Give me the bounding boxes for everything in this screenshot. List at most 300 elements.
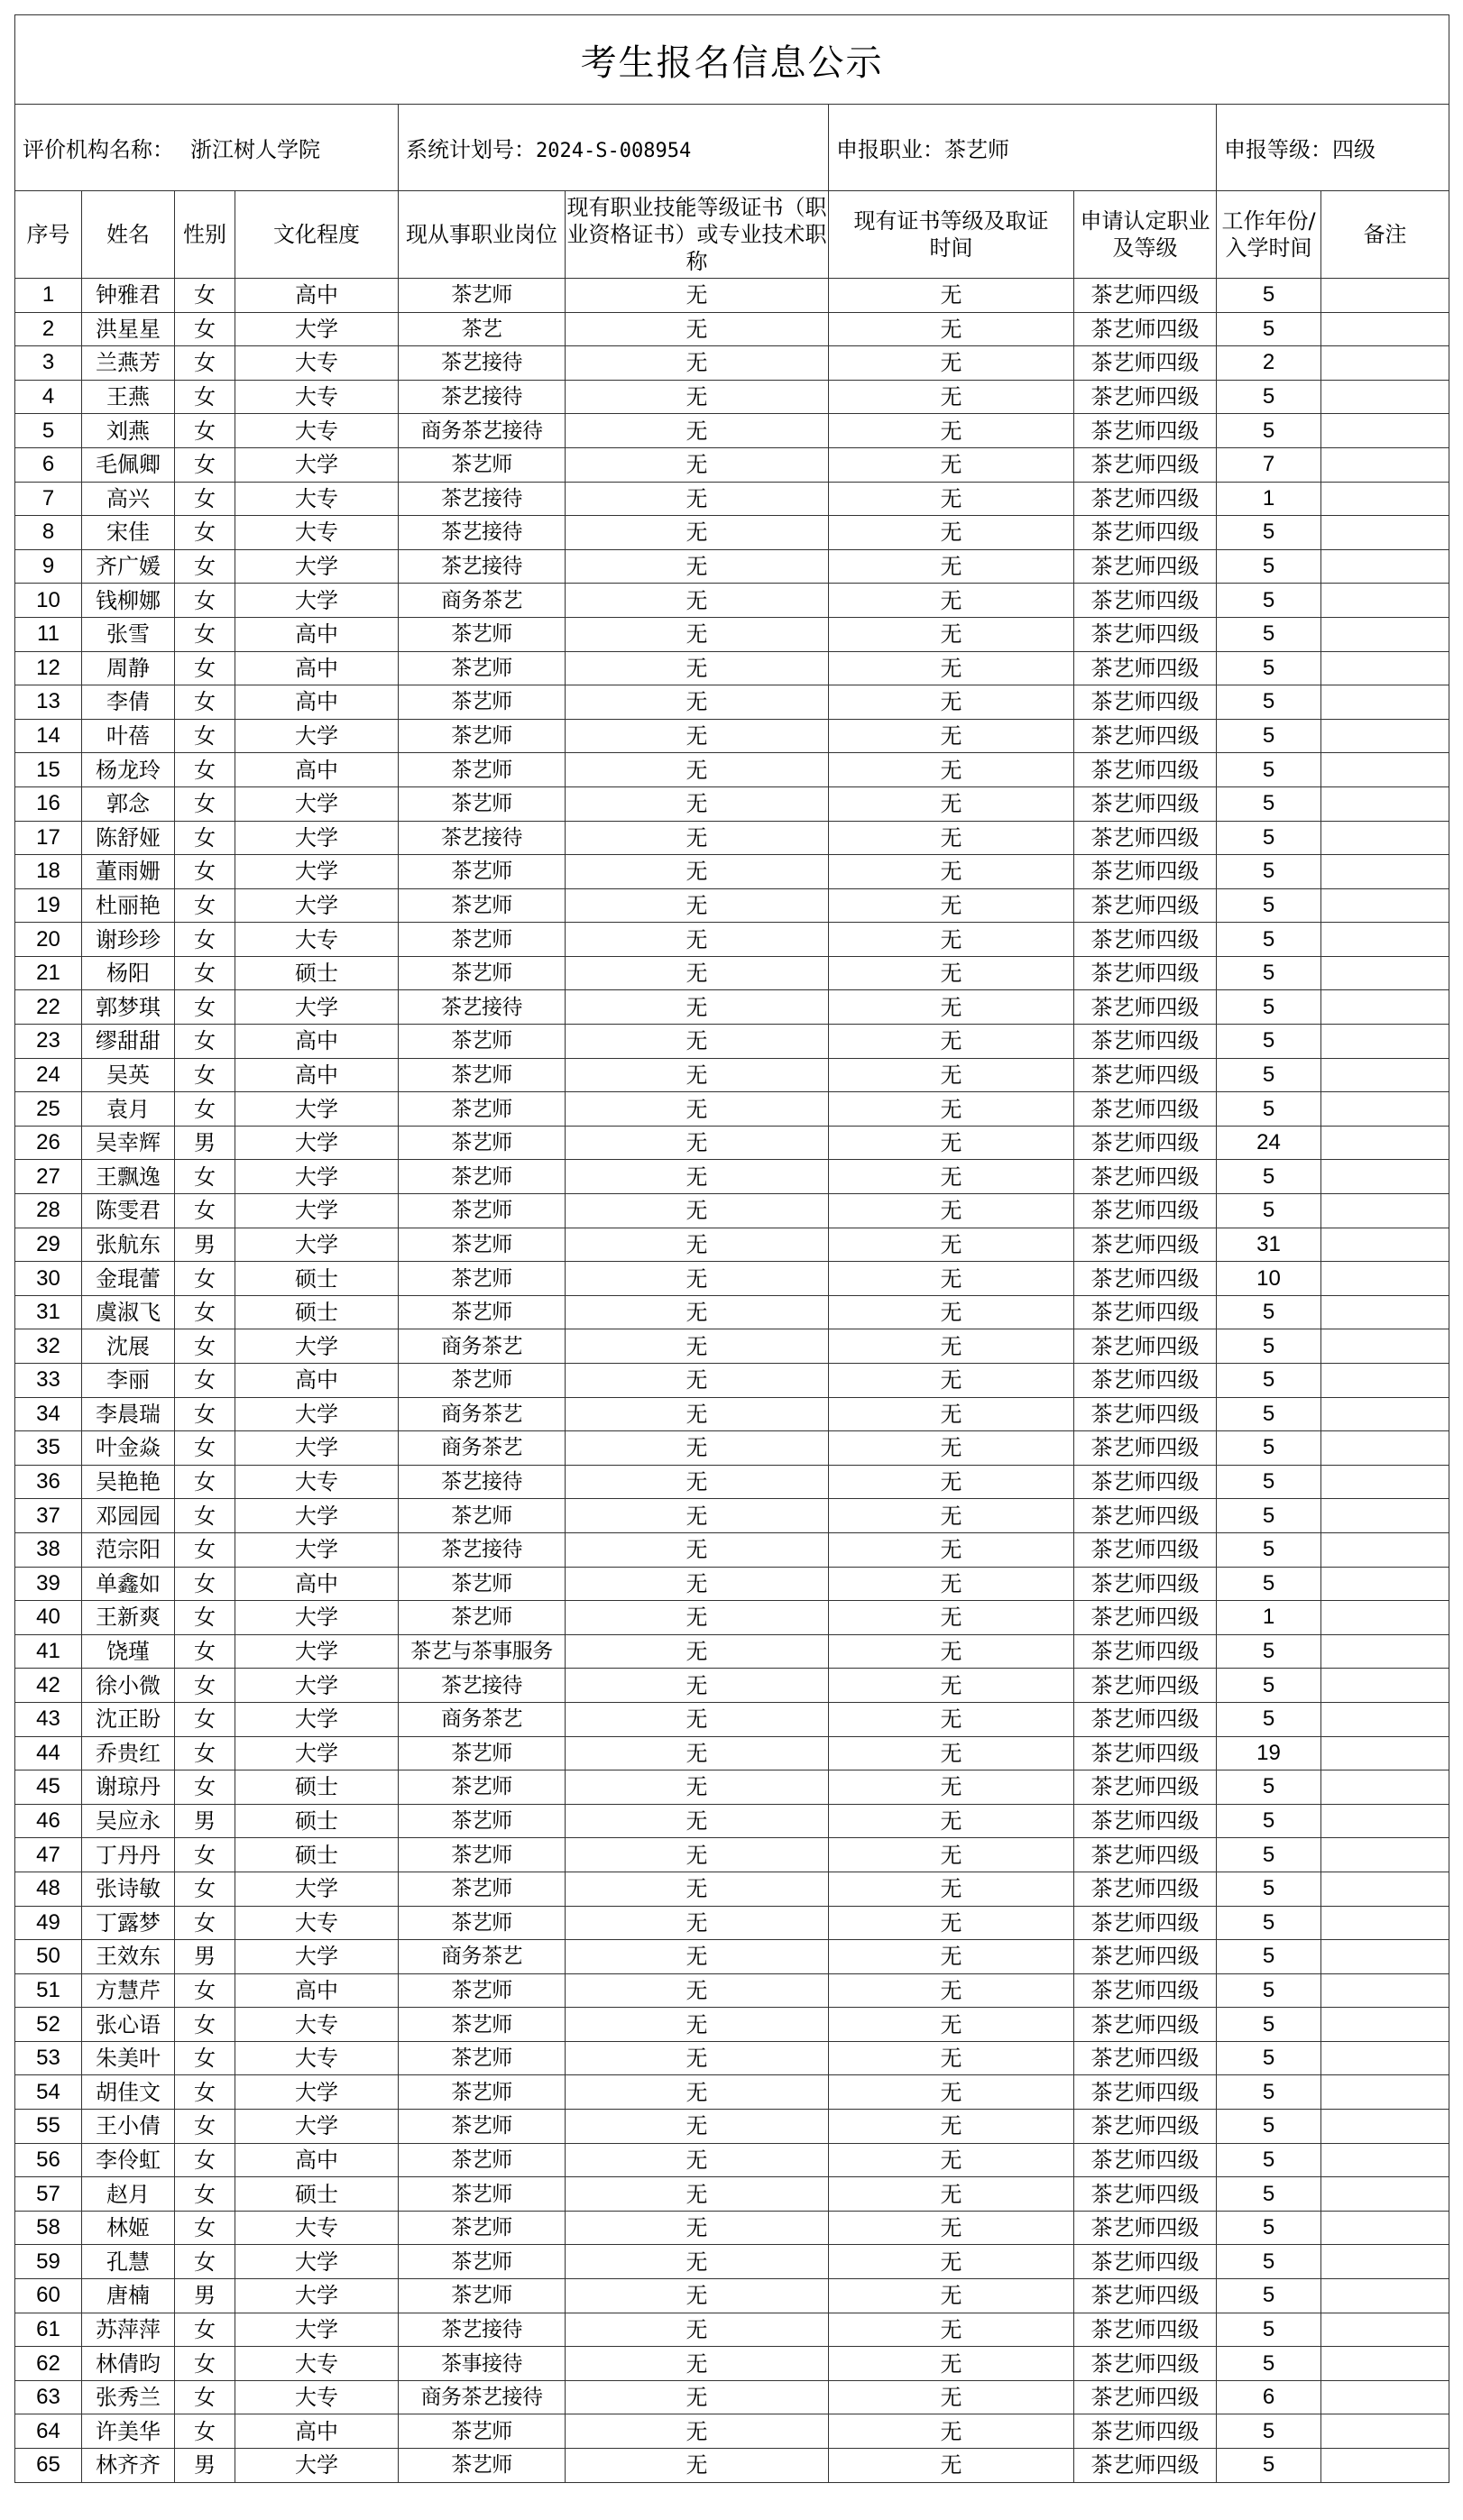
cell-cert-time: 无 (829, 1397, 1074, 1431)
cell-post: 茶艺师 (399, 1973, 566, 2008)
cell-cert-time: 无 (829, 2211, 1074, 2245)
cell-name: 唐楠 (82, 2279, 175, 2313)
cell-cert: 无 (566, 1295, 829, 1329)
cell-name: 钟雅君 (82, 279, 175, 313)
cell-cert: 无 (566, 2449, 829, 2483)
cell-remark (1321, 2075, 1449, 2110)
cell-name: 郭梦琪 (82, 990, 175, 1025)
table-row (15, 1973, 1449, 2008)
cell-cert: 无 (566, 753, 829, 787)
header-apply-level: 申请认定职业及等级 (1074, 191, 1217, 279)
cell-apply: 茶艺师四级 (1074, 1736, 1217, 1770)
cell-years: 1 (1217, 482, 1321, 516)
cell-gender: 女 (175, 855, 235, 889)
cell-apply: 茶艺师四级 (1074, 1295, 1217, 1329)
cell-remark (1321, 2380, 1449, 2414)
cell-cert: 无 (566, 855, 829, 889)
cell-cert: 无 (566, 1634, 829, 1669)
cell-gender: 女 (175, 1906, 235, 1940)
cell-years: 5 (1217, 651, 1321, 685)
cell-name: 吴幸辉 (82, 1126, 175, 1160)
cell-cert-time: 无 (829, 2041, 1074, 2075)
cell-education: 大学 (235, 1601, 399, 1635)
table-row (15, 821, 1449, 855)
cell-gender: 女 (175, 549, 235, 584)
cell-seq: 48 (15, 1872, 82, 1906)
table-row (15, 1058, 1449, 1092)
cell-remark (1321, 821, 1449, 855)
cell-apply: 茶艺师四级 (1074, 2449, 1217, 2483)
cell-education: 大学 (235, 1329, 399, 1364)
cell-apply: 茶艺师四级 (1074, 312, 1217, 346)
cell-cert: 无 (566, 1906, 829, 1940)
cell-apply: 茶艺师四级 (1074, 380, 1217, 414)
cell-apply: 茶艺师四级 (1074, 1532, 1217, 1567)
cell-post: 商务茶艺 (399, 584, 566, 618)
cell-name: 方慧芹 (82, 1973, 175, 2008)
cell-seq: 64 (15, 2414, 82, 2449)
cell-years: 10 (1217, 1262, 1321, 1296)
cell-seq: 33 (15, 1364, 82, 1398)
cell-post: 茶艺师 (399, 1194, 566, 1228)
cell-years: 5 (1217, 1634, 1321, 1669)
table-row (15, 617, 1449, 651)
cell-remark (1321, 753, 1449, 787)
cell-cert-time: 无 (829, 990, 1074, 1025)
cell-education: 大专 (235, 2347, 399, 2381)
cell-post: 茶艺师 (399, 651, 566, 685)
cell-remark (1321, 1160, 1449, 1194)
cell-seq: 9 (15, 549, 82, 584)
table-row (15, 1295, 1449, 1329)
cell-seq: 35 (15, 1431, 82, 1466)
cell-seq: 32 (15, 1329, 82, 1364)
table-row (15, 312, 1449, 346)
table-row (15, 516, 1449, 550)
cell-education: 大学 (235, 855, 399, 889)
cell-education: 硕士 (235, 1770, 399, 1805)
cell-years: 5 (1217, 1160, 1321, 1194)
cell-cert: 无 (566, 1262, 829, 1296)
cell-cert-time: 无 (829, 1532, 1074, 1567)
cell-education: 大学 (235, 1634, 399, 1669)
cell-apply: 茶艺师四级 (1074, 1669, 1217, 1703)
cell-cert-time: 无 (829, 2414, 1074, 2449)
cell-cert-time: 无 (829, 2143, 1074, 2177)
cell-name: 虞淑飞 (82, 1295, 175, 1329)
cell-post: 商务茶艺 (399, 1329, 566, 1364)
cell-name: 沈正盼 (82, 1702, 175, 1736)
table-row (15, 1906, 1449, 1940)
info-row (15, 105, 1449, 191)
header-name: 姓名 (82, 191, 175, 279)
cell-years: 5 (1217, 2008, 1321, 2042)
cell-cert-time: 无 (829, 2008, 1074, 2042)
cell-cert-time: 无 (829, 1804, 1074, 1838)
cell-seq: 45 (15, 1770, 82, 1805)
cell-remark (1321, 2449, 1449, 2483)
cell-cert-time: 无 (829, 2245, 1074, 2279)
cell-remark (1321, 1532, 1449, 1567)
cell-gender: 女 (175, 1397, 235, 1431)
cell-apply: 茶艺师四级 (1074, 1160, 1217, 1194)
cell-remark (1321, 1634, 1449, 1669)
cell-remark (1321, 1940, 1449, 1974)
cell-cert: 无 (566, 1770, 829, 1805)
cell-remark (1321, 2414, 1449, 2449)
cell-cert: 无 (566, 584, 829, 618)
cell-education: 大学 (235, 1499, 399, 1533)
cell-apply: 茶艺师四级 (1074, 1973, 1217, 2008)
cell-remark (1321, 1092, 1449, 1127)
cell-seq: 39 (15, 1567, 82, 1601)
cell-name: 张心语 (82, 2008, 175, 2042)
cell-seq: 54 (15, 2075, 82, 2110)
cell-gender: 女 (175, 923, 235, 957)
cell-gender: 女 (175, 2110, 235, 2144)
cell-cert-time: 无 (829, 516, 1074, 550)
cell-remark (1321, 1669, 1449, 1703)
cell-cert: 无 (566, 2041, 829, 2075)
cell-remark (1321, 2313, 1449, 2347)
table-row (15, 2177, 1449, 2212)
cell-seq: 12 (15, 651, 82, 685)
cell-name: 林姬 (82, 2211, 175, 2245)
cell-name: 丁露梦 (82, 1906, 175, 1940)
cell-name: 杜丽艳 (82, 888, 175, 923)
cell-cert-time: 无 (829, 1329, 1074, 1364)
cell-years: 5 (1217, 1940, 1321, 1974)
cell-cert: 无 (566, 2313, 829, 2347)
cell-cert-time: 无 (829, 1973, 1074, 2008)
cell-education: 大学 (235, 990, 399, 1025)
cell-remark (1321, 1194, 1449, 1228)
registration-table (14, 14, 1449, 2483)
cell-education: 高中 (235, 2414, 399, 2449)
cell-name: 许美华 (82, 2414, 175, 2449)
cell-apply: 茶艺师四级 (1074, 2279, 1217, 2313)
cell-post: 茶艺师 (399, 923, 566, 957)
cell-post: 茶艺接待 (399, 346, 566, 381)
cell-years: 5 (1217, 1499, 1321, 1533)
cell-seq: 7 (15, 482, 82, 516)
cell-gender: 女 (175, 1567, 235, 1601)
cell-education: 大专 (235, 923, 399, 957)
cell-gender: 男 (175, 1940, 235, 1974)
table-row (15, 1940, 1449, 1974)
cell-education: 大学 (235, 1431, 399, 1466)
cell-cert-time: 无 (829, 923, 1074, 957)
level-value: 四级 (1332, 137, 1376, 162)
cell-years: 5 (1217, 516, 1321, 550)
cell-remark (1321, 447, 1449, 482)
cell-apply: 茶艺师四级 (1074, 2211, 1217, 2245)
cell-apply: 茶艺师四级 (1074, 1601, 1217, 1635)
table-row (15, 1194, 1449, 1228)
cell-apply: 茶艺师四级 (1074, 447, 1217, 482)
cell-seq: 2 (15, 312, 82, 346)
cell-education: 大学 (235, 786, 399, 821)
cell-years: 5 (1217, 1567, 1321, 1601)
cell-education: 大学 (235, 447, 399, 482)
cell-apply: 茶艺师四级 (1074, 1906, 1217, 1940)
cell-cert: 无 (566, 956, 829, 990)
cell-cert-time: 无 (829, 956, 1074, 990)
cell-remark (1321, 1228, 1449, 1262)
cell-apply: 茶艺师四级 (1074, 346, 1217, 381)
cell-years: 5 (1217, 1431, 1321, 1466)
cell-cert-time: 无 (829, 2177, 1074, 2212)
cell-cert-time: 无 (829, 1838, 1074, 1872)
cell-post: 茶艺师 (399, 2449, 566, 2483)
cell-apply: 茶艺师四级 (1074, 1228, 1217, 1262)
cell-remark (1321, 719, 1449, 753)
cell-cert: 无 (566, 1804, 829, 1838)
cell-seq: 1 (15, 279, 82, 313)
cell-remark (1321, 1838, 1449, 1872)
table-row (15, 1736, 1449, 1770)
cell-remark (1321, 888, 1449, 923)
cell-post: 商务茶艺 (399, 1397, 566, 1431)
cell-gender: 女 (175, 1025, 235, 1059)
cell-gender: 女 (175, 1329, 235, 1364)
cell-apply: 茶艺师四级 (1074, 2347, 1217, 2381)
cell-cert: 无 (566, 2279, 829, 2313)
cell-cert-time: 无 (829, 1601, 1074, 1635)
cell-name: 赵月 (82, 2177, 175, 2212)
cell-apply: 茶艺师四级 (1074, 990, 1217, 1025)
cell-cert: 无 (566, 1160, 829, 1194)
cell-apply: 茶艺师四级 (1074, 2380, 1217, 2414)
cell-years: 5 (1217, 1669, 1321, 1703)
table-row (15, 1499, 1449, 1533)
cell-cert-time: 无 (829, 584, 1074, 618)
cell-name: 王新爽 (82, 1601, 175, 1635)
cell-education: 大学 (235, 1397, 399, 1431)
table-row (15, 1431, 1449, 1466)
table-row (15, 2041, 1449, 2075)
cell-years: 5 (1217, 1397, 1321, 1431)
cell-apply: 茶艺师四级 (1074, 2245, 1217, 2279)
table-row (15, 2279, 1449, 2313)
plan-value: 2024-S-008954 (536, 140, 692, 162)
cell-name: 王小倩 (82, 2110, 175, 2144)
cell-cert-time: 无 (829, 1465, 1074, 1499)
cell-gender: 女 (175, 1499, 235, 1533)
table-row (15, 2449, 1449, 2483)
cell-education: 高中 (235, 617, 399, 651)
cell-years: 5 (1217, 1838, 1321, 1872)
cell-cert: 无 (566, 2245, 829, 2279)
cell-remark (1321, 2143, 1449, 2177)
cell-name: 沈展 (82, 1329, 175, 1364)
cell-post: 商务茶艺接待 (399, 2380, 566, 2414)
cell-cert: 无 (566, 1228, 829, 1262)
cell-cert: 无 (566, 2143, 829, 2177)
cell-education: 大学 (235, 2279, 399, 2313)
cell-name: 范宗阳 (82, 1532, 175, 1567)
cell-gender: 女 (175, 1092, 235, 1127)
cell-education: 大学 (235, 2075, 399, 2110)
cell-cert: 无 (566, 516, 829, 550)
occupation-info (829, 105, 1217, 191)
cell-gender: 女 (175, 2041, 235, 2075)
cell-years: 5 (1217, 1194, 1321, 1228)
cell-years: 5 (1217, 2211, 1321, 2245)
cell-post: 茶艺接待 (399, 549, 566, 584)
table-row (15, 2211, 1449, 2245)
cell-post: 茶艺接待 (399, 1465, 566, 1499)
cell-cert: 无 (566, 1567, 829, 1601)
cell-post: 茶艺师 (399, 1262, 566, 1296)
cell-post: 茶艺师 (399, 1025, 566, 1059)
cell-remark (1321, 855, 1449, 889)
cell-apply: 茶艺师四级 (1074, 651, 1217, 685)
cell-apply: 茶艺师四级 (1074, 1634, 1217, 1669)
cell-apply: 茶艺师四级 (1074, 2041, 1217, 2075)
cell-post: 茶艺师 (399, 447, 566, 482)
table-row (15, 888, 1449, 923)
cell-cert: 无 (566, 346, 829, 381)
cell-apply: 茶艺师四级 (1074, 1567, 1217, 1601)
cell-post: 茶艺师 (399, 617, 566, 651)
cell-cert: 无 (566, 380, 829, 414)
cell-gender: 女 (175, 1736, 235, 1770)
cell-seq: 19 (15, 888, 82, 923)
cell-apply: 茶艺师四级 (1074, 584, 1217, 618)
cell-remark (1321, 1702, 1449, 1736)
cell-remark (1321, 1397, 1449, 1431)
cell-years: 5 (1217, 1025, 1321, 1059)
header-remark: 备注 (1321, 191, 1449, 279)
table-row (15, 1669, 1449, 1703)
table-row (15, 651, 1449, 685)
cell-remark (1321, 786, 1449, 821)
cell-cert-time: 无 (829, 1770, 1074, 1805)
cell-years: 5 (1217, 414, 1321, 448)
cell-name: 陈雯君 (82, 1194, 175, 1228)
cell-education: 大学 (235, 549, 399, 584)
cell-gender: 女 (175, 312, 235, 346)
cell-post: 茶艺师 (399, 1770, 566, 1805)
table-row (15, 1397, 1449, 1431)
cell-education: 大学 (235, 1736, 399, 1770)
cell-gender: 女 (175, 2245, 235, 2279)
cell-education: 大专 (235, 346, 399, 381)
cell-years: 5 (1217, 279, 1321, 313)
cell-seq: 57 (15, 2177, 82, 2212)
cell-cert: 无 (566, 279, 829, 313)
cell-education: 硕士 (235, 1838, 399, 1872)
cell-cert: 无 (566, 1499, 829, 1533)
cell-remark (1321, 2211, 1449, 2245)
cell-years: 6 (1217, 2380, 1321, 2414)
cell-name: 钱柳娜 (82, 584, 175, 618)
cell-apply: 茶艺师四级 (1074, 1431, 1217, 1466)
cell-cert-time: 无 (829, 855, 1074, 889)
cell-gender: 女 (175, 1058, 235, 1092)
cell-apply: 茶艺师四级 (1074, 482, 1217, 516)
cell-cert-time: 无 (829, 786, 1074, 821)
cell-apply: 茶艺师四级 (1074, 1194, 1217, 1228)
cell-years: 5 (1217, 821, 1321, 855)
cell-cert: 无 (566, 1025, 829, 1059)
cell-cert-time: 无 (829, 1194, 1074, 1228)
cell-seq: 8 (15, 516, 82, 550)
cell-apply: 茶艺师四级 (1074, 1364, 1217, 1398)
cell-years: 5 (1217, 380, 1321, 414)
cell-apply: 茶艺师四级 (1074, 1465, 1217, 1499)
cell-years: 5 (1217, 990, 1321, 1025)
cell-cert-time: 无 (829, 1872, 1074, 1906)
cell-name: 兰燕芳 (82, 346, 175, 381)
cell-seq: 23 (15, 1025, 82, 1059)
cell-seq: 58 (15, 2211, 82, 2245)
cell-name: 袁月 (82, 1092, 175, 1127)
cell-cert: 无 (566, 1364, 829, 1398)
cell-remark (1321, 1736, 1449, 1770)
cell-post: 茶艺接待 (399, 1532, 566, 1567)
cell-cert: 无 (566, 1431, 829, 1466)
cell-education: 高中 (235, 651, 399, 685)
cell-education: 大学 (235, 888, 399, 923)
cell-remark (1321, 414, 1449, 448)
table-row (15, 1025, 1449, 1059)
cell-name: 叶蓓 (82, 719, 175, 753)
cell-remark (1321, 1601, 1449, 1635)
cell-cert-time: 无 (829, 1499, 1074, 1533)
cell-remark (1321, 1770, 1449, 1805)
cell-education: 大学 (235, 1228, 399, 1262)
cell-education: 硕士 (235, 956, 399, 990)
cell-post: 茶艺师 (399, 855, 566, 889)
cell-seq: 16 (15, 786, 82, 821)
cell-gender: 女 (175, 2211, 235, 2245)
cell-seq: 38 (15, 1532, 82, 1567)
cell-cert: 无 (566, 2110, 829, 2144)
cell-seq: 53 (15, 2041, 82, 2075)
cell-cert: 无 (566, 1532, 829, 1567)
cell-post: 茶艺师 (399, 888, 566, 923)
cell-years: 5 (1217, 786, 1321, 821)
cell-gender: 女 (175, 2075, 235, 2110)
cell-remark (1321, 2041, 1449, 2075)
table-row (15, 1092, 1449, 1127)
cell-years: 5 (1217, 2041, 1321, 2075)
cell-seq: 42 (15, 1669, 82, 1703)
cell-cert-time: 无 (829, 1702, 1074, 1736)
cell-cert-time: 无 (829, 1092, 1074, 1127)
cell-post: 茶艺师 (399, 1872, 566, 1906)
cell-years: 7 (1217, 447, 1321, 482)
cell-apply: 茶艺师四级 (1074, 923, 1217, 957)
cell-name: 王飘逸 (82, 1160, 175, 1194)
table-row (15, 1634, 1449, 1669)
cell-gender: 男 (175, 1126, 235, 1160)
cell-post: 茶艺师 (399, 1567, 566, 1601)
cell-apply: 茶艺师四级 (1074, 1126, 1217, 1160)
cell-cert: 无 (566, 1973, 829, 2008)
cell-gender: 女 (175, 1702, 235, 1736)
cell-apply: 茶艺师四级 (1074, 414, 1217, 448)
cell-gender: 女 (175, 1194, 235, 1228)
cell-seq: 4 (15, 380, 82, 414)
table-row (15, 2414, 1449, 2449)
cell-cert-time: 无 (829, 1228, 1074, 1262)
cell-gender: 女 (175, 990, 235, 1025)
cell-apply: 茶艺师四级 (1074, 719, 1217, 753)
cell-gender: 女 (175, 380, 235, 414)
